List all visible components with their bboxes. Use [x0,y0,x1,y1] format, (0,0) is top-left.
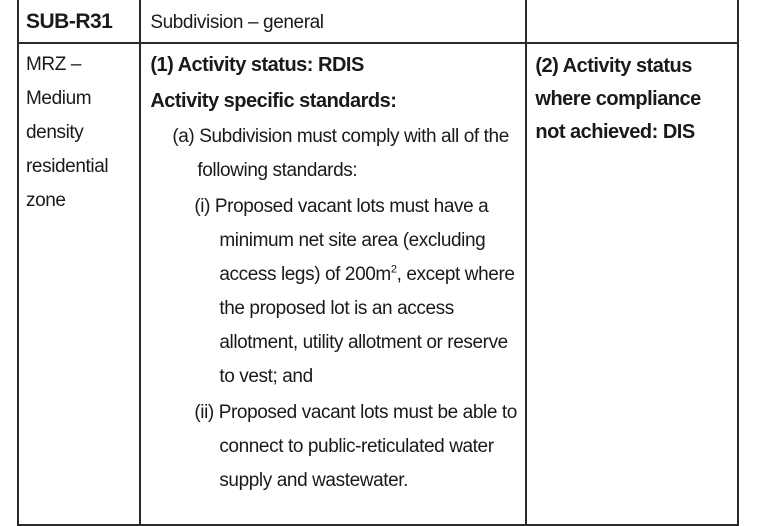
rule-id: SUB-R31 [26,10,113,33]
sub-clause-ii: (ii) Proposed vacant lots must be able to connect to public-reticulated water supply and wastewater. [194,402,517,491]
activity-cell [140,43,526,525]
sub-clause-i-tail: , except where the proposed lot is an access allotment, utility allotment or reserve to vest; and [219,264,515,387]
zone-name: MRZ – Medium density residential zone [26,54,109,211]
rule-header-row [18,0,738,43]
zone-cell [18,43,140,525]
clause-a: (a) Subdivision must comply with all of the following standards: [172,126,509,181]
rule-id-cell [18,0,140,43]
standards-heading: Activity specific standards: [150,90,397,112]
noncompliance-cell [526,43,738,525]
rule-body-row [18,43,738,525]
rule-title-cell [140,0,526,43]
empty-header-cell [526,0,738,43]
sub-clause-i [141,188,525,394]
rule-title: Subdivision – general [150,12,324,33]
sub-clause-i-text: (i) Proposed vacant lots must have a minimum net site area (excluding access legs) of 200m [194,196,489,285]
rule-table [17,0,739,526]
activity-status: (1) Activity status: RDIS [150,54,364,76]
squared-superscript: 2 [390,263,397,276]
noncompliance-status: (2) Activity status where compliance not achieved: DIS [535,55,701,143]
